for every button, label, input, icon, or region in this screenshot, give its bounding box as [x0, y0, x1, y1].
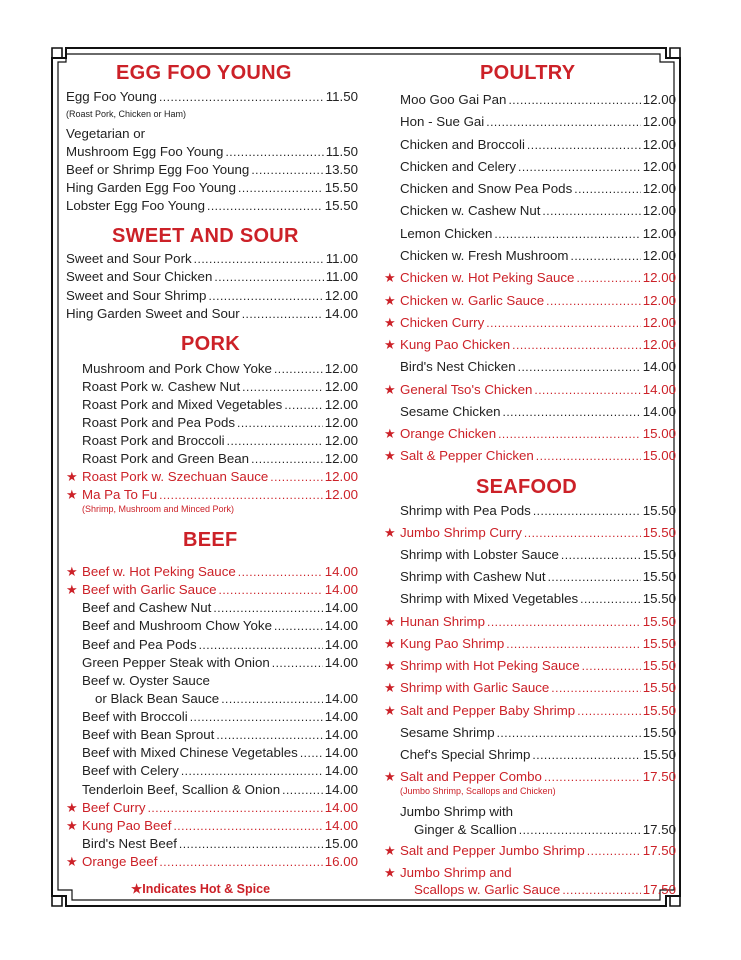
menu-item: Beef with Celery ..... 14.00 [82, 763, 358, 779]
menu-item: Tenderloin Beef, Scallion & Onion ..... 14.00 [82, 782, 358, 798]
spicy-star-icon: ★ [66, 800, 78, 815]
menu-item: Roast Pork and Pea Pods ..... 12.00 [82, 415, 358, 431]
spicy-star-icon: ★ [384, 636, 396, 651]
menu-item: Sweet and Sour Chicken ..... 11.00 [66, 269, 358, 285]
menu-item: Green Pepper Steak with Onion ..... 14.00 [82, 655, 358, 671]
menu-item-spicy: Salt and Pepper Combo ..... 17.50 [400, 769, 676, 785]
item-first-line: Beef w. Oyster Sauce [82, 673, 210, 688]
menu-item: Sesame Chicken ..... 14.00 [400, 404, 676, 420]
menu-item: Roast Pork and Mixed Vegetables ..... 12.00 [82, 397, 358, 413]
menu-item-spicy: Kung Pao Chicken ..... 12.00 [400, 337, 676, 353]
beef-title: BEEF [183, 529, 238, 551]
menu-item-spicy: Jumbo Shrimp Curry ..... 15.50 [400, 525, 676, 541]
item-first-line: Jumbo Shrimp and [400, 865, 512, 880]
menu-item-spicy: Shrimp with Hot Peking Sauce ..... 15.50 [400, 658, 676, 674]
menu-item-spicy: Shrimp with Garlic Sauce ..... 15.50 [400, 680, 676, 696]
menu-item: Ginger & Scallion ..... 17.50 [414, 822, 676, 838]
menu-item: Shrimp with Mixed Vegetables ..... 15.50 [400, 591, 676, 607]
menu-item: Beef with Mixed Chinese Vegetables ..... 14.00 [82, 745, 358, 761]
item-note: (Shrimp, Mushroom and Minced Pork) [82, 504, 235, 514]
legend-star-icon: ★ [131, 882, 143, 896]
menu-item: Mushroom and Pork Chow Yoke ..... 12.00 [82, 361, 358, 377]
menu-item-spicy: Kung Pao Beef ..... 14.00 [82, 818, 358, 834]
spicy-star-icon: ★ [384, 337, 396, 352]
item-note: (Jumbo Shrimp, Scallops and Chicken) [400, 786, 556, 796]
menu-item: Mushroom Egg Foo Young ..... 11.50 [66, 144, 358, 160]
item-first-line: Jumbo Shrimp with [400, 804, 514, 819]
menu-item-spicy: Roast Pork w. Szechuan Sauce ..... 12.00 [82, 469, 358, 485]
menu-item-spicy: Chicken w. Hot Peking Sauce ..... 12.00 [400, 270, 676, 286]
menu-item-spicy: Chicken w. Garlic Sauce ..... 12.00 [400, 293, 676, 309]
menu-item: Chicken w. Fresh Mushroom ..... 12.00 [400, 248, 676, 264]
spicy-star-icon: ★ [384, 270, 396, 285]
menu-item: Lobster Egg Foo Young ..... 15.50 [66, 198, 358, 214]
menu-item-spicy: Beef w. Hot Peking Sauce ..... 14.00 [82, 564, 358, 580]
menu-item-spicy: Orange Chicken ..... 15.00 [400, 426, 676, 442]
menu-item-spicy: Ma Pa To Fu ..... 12.00 [82, 487, 358, 503]
menu-item-spicy: Salt and Pepper Jumbo Shrimp ..... 17.50 [400, 843, 676, 859]
menu-item: Hing Garden Sweet and Sour ..... 14.00 [66, 306, 358, 322]
spicy-star-icon: ★ [384, 614, 396, 629]
spicy-star-icon: ★ [384, 680, 396, 695]
menu-item: Shrimp with Lobster Sauce ..... 15.50 [400, 547, 676, 563]
spicy-star-icon: ★ [66, 564, 78, 579]
menu-item: Beef with Broccoli ..... 14.00 [82, 709, 358, 725]
menu-item: Shrimp with Pea Pods ..... 15.50 [400, 503, 676, 519]
menu-item: Sweet and Sour Shrimp ..... 12.00 [66, 288, 358, 304]
menu-item-spicy: Scallops w. Garlic Sauce ..... 17.50 [414, 882, 676, 898]
spicy-star-icon: ★ [66, 854, 78, 869]
spicy-star-icon: ★ [384, 448, 396, 463]
menu-item: Beef with Bean Sprout ..... 14.00 [82, 727, 358, 743]
menu-item: Beef or Shrimp Egg Foo Young ..... 13.50 [66, 162, 358, 178]
spicy-star-icon: ★ [384, 293, 396, 308]
menu-item-spicy: Salt & Pepper Chicken ..... 15.00 [400, 448, 676, 464]
seafood-title: SEAFOOD [476, 476, 577, 498]
poultry-title: POULTRY [480, 62, 576, 84]
menu-item-spicy: Orange Beef ..... 16.00 [82, 854, 358, 870]
hot-spice-legend [131, 881, 270, 896]
menu-item: Chicken w. Cashew Nut ..... 12.00 [400, 203, 676, 219]
spicy-star-icon: ★ [384, 315, 396, 330]
menu-item: Chicken and Broccoli ..... 12.00 [400, 137, 676, 153]
menu-item: Roast Pork w. Cashew Nut ..... 12.00 [82, 379, 358, 395]
spicy-star-icon: ★ [66, 818, 78, 833]
spicy-star-icon: ★ [384, 382, 396, 397]
menu-item: Sweet and Sour Pork ..... 11.00 [66, 251, 358, 267]
menu-item: Chicken and Snow Pea Pods ..... 12.00 [400, 181, 676, 197]
menu-item: Roast Pork and Broccoli ..... 12.00 [82, 433, 358, 449]
menu-item-spicy: Kung Pao Shrimp ..... 15.50 [400, 636, 676, 652]
menu-item: Roast Pork and Green Bean ..... 12.00 [82, 451, 358, 467]
menu-item-spicy: Beef Curry ..... 14.00 [82, 800, 358, 816]
menu-item: Moo Goo Gai Pan ..... 12.00 [400, 92, 676, 108]
pork-title: PORK [181, 333, 240, 355]
spicy-star-icon: ★ [384, 769, 396, 784]
menu-item-spicy: Chicken Curry ..... 12.00 [400, 315, 676, 331]
menu-item: Bird's Nest Chicken ..... 14.00 [400, 359, 676, 375]
spicy-star-icon: ★ [384, 658, 396, 673]
spicy-star-icon: ★ [384, 426, 396, 441]
menu-item: Lemon Chicken ..... 12.00 [400, 226, 676, 242]
menu-item: Beef and Pea Pods ..... 14.00 [82, 637, 358, 653]
spicy-star-icon: ★ [66, 469, 78, 484]
spicy-star-icon: ★ [66, 582, 78, 597]
spicy-star-icon: ★ [66, 487, 78, 502]
menu-item: Beef and Cashew Nut ..... 14.00 [82, 600, 358, 616]
menu-item: Chicken and Celery ..... 12.00 [400, 159, 676, 175]
menu-item: Chef's Special Shrimp ..... 15.50 [400, 747, 676, 763]
menu-item-spicy: Hunan Shrimp ..... 15.50 [400, 614, 676, 630]
item-note: (Roast Pork, Chicken or Ham) [66, 109, 187, 119]
menu-item-spicy: Salt and Pepper Baby Shrimp ..... 15.50 [400, 703, 676, 719]
menu-item: Shrimp with Cashew Nut ..... 15.50 [400, 569, 676, 585]
spicy-star-icon: ★ [384, 843, 396, 858]
menu-item: Egg Foo Young ..... 11.50 [66, 89, 358, 105]
spicy-star-icon: ★ [384, 865, 396, 880]
menu-item: Hing Garden Egg Foo Young ..... 15.50 [66, 180, 358, 196]
egg-foo-young-title: EGG FOO YOUNG [116, 62, 292, 84]
menu-item-spicy: General Tso's Chicken ..... 14.00 [400, 382, 676, 398]
menu-item: or Black Bean Sauce ..... 14.00 [95, 691, 358, 707]
legend-text: Indicates Hot & Spice [142, 882, 271, 896]
spicy-star-icon: ★ [384, 525, 396, 540]
menu-item: Beef and Mushroom Chow Yoke ..... 14.00 [82, 618, 358, 634]
menu-item: Bird's Nest Beef ..... 15.00 [82, 836, 358, 852]
menu-item-spicy: Beef with Garlic Sauce ..... 14.00 [82, 582, 358, 598]
item-first-line: Vegetarian or [66, 126, 146, 141]
menu-item: Sesame Shrimp ..... 15.50 [400, 725, 676, 741]
menu-item: Hon - Sue Gai ..... 12.00 [400, 114, 676, 130]
sweet-and-sour-title: SWEET AND SOUR [112, 225, 299, 247]
spicy-star-icon: ★ [384, 703, 396, 718]
